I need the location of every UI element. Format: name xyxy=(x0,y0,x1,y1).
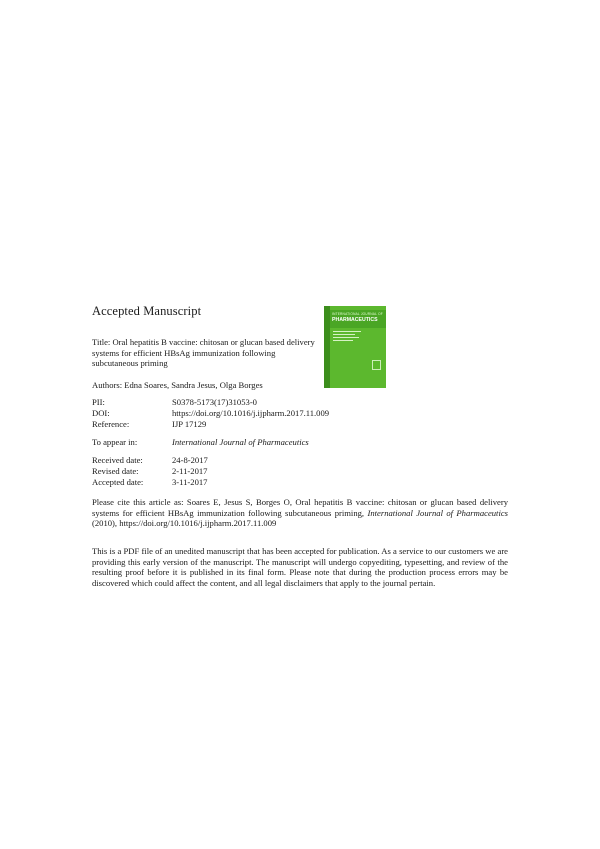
revised-value: 2-11-2017 xyxy=(172,466,208,476)
pii-label: PII: xyxy=(92,397,105,407)
pii-value: S0378-5173(17)31053-0 xyxy=(172,397,257,407)
article-authors: Authors: Edna Soares, Sandra Jesus, Olga Borges xyxy=(92,380,263,390)
cover-logo-box xyxy=(372,360,381,370)
cover-text-line xyxy=(333,331,361,332)
received-value: 24-8-2017 xyxy=(172,455,208,465)
accepted-label: Accepted date: xyxy=(92,477,144,487)
citation-prefix: Please cite this article as: Soares E, Jesus S, Borges O, Oral hepatitis B vaccine: chitosan or glucan based delivery systems for efficient HBsAg immunization following subcutaneous priming, xyxy=(92,497,508,518)
cover-text-line xyxy=(333,337,359,338)
appear-journal: International Journal of Pharmaceutics xyxy=(172,437,309,447)
citation-suffix: (2010), https://doi.org/10.1016/j.ijpharm.2017.11.009 xyxy=(92,518,277,529)
citation-paragraph xyxy=(92,497,508,529)
page-heading: Accepted Manuscript xyxy=(92,304,202,318)
cover-publisher-line: INTERNATIONAL JOURNAL OF xyxy=(332,312,383,316)
received-label: Received date: xyxy=(92,455,143,465)
article-title: Title: Oral hepatitis B vaccine: chitosan or glucan based delivery systems for efficient HBsAg immunization following subcutaneous priming xyxy=(92,337,315,369)
reference-value: IJP 17129 xyxy=(172,419,207,429)
cover-journal-name: PHARMACEUTICS xyxy=(332,317,378,323)
reference-label: Reference: xyxy=(92,419,130,429)
revised-label: Revised date: xyxy=(92,466,139,476)
citation-journal: International Journal of Pharmaceutics xyxy=(367,507,508,518)
doi-value[interactable]: https://doi.org/10.1016/j.ijpharm.2017.11.009 xyxy=(172,408,330,418)
journal-cover-image xyxy=(324,306,386,388)
cover-text-line xyxy=(333,334,355,335)
doi-label: DOI: xyxy=(92,408,110,418)
disclaimer-paragraph: This is a PDF file of an unedited manuscript that has been accepted for publication. As a service to our customers we are providing this early version of the manuscript. The manuscript will undergo copyediting, typesetting, and review of the resulting proof before it is published in its final form. Please note that during the production process errors may be discovered which could affect the content, and all legal disclaimers that apply to the journal pertain. xyxy=(92,546,508,588)
cover-text-line xyxy=(333,340,353,341)
appear-label: To appear in: xyxy=(92,437,138,447)
accepted-value: 3-11-2017 xyxy=(172,477,208,487)
